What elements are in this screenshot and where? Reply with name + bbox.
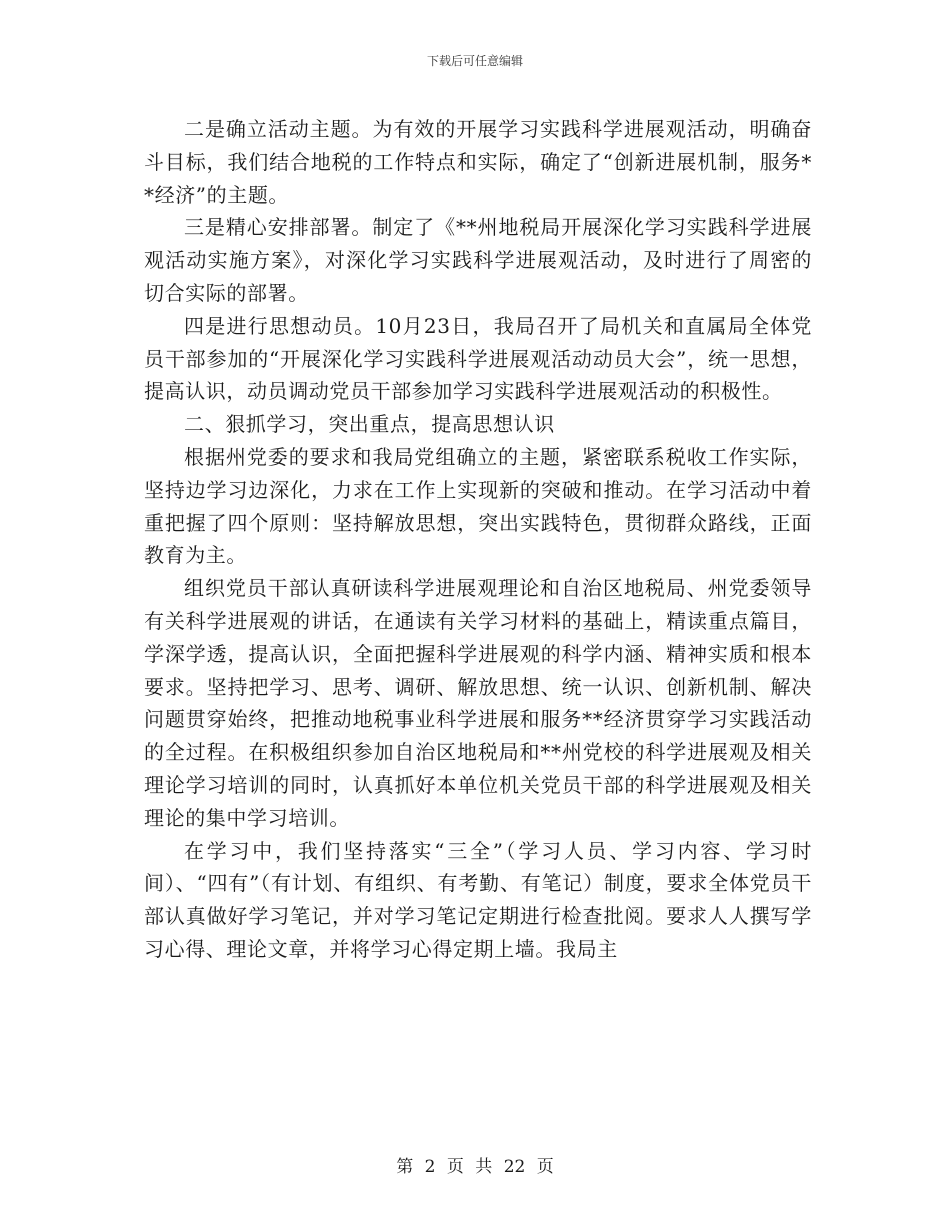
paragraph-study-organization: 组织党员干部认真研读科学进展观理论和自治区地税局、州党委领导有关科学进展观的讲话，在通读有关学习材料的基础上，精读重点篇目，学深学透，提高认识，全面把握科学进展观的科学内涵、精神实质和根本要求。坚持把学习、思考、调研、解放思想、统一认识、创新机制、解决问题贯穿始终，把推动地税事业科学进展和服务**经济贯穿学习实践活动的全过程。在积极组织参加自治区地税局和**州党校的科学进展观及相关理论学习培训的同时，认真抓好本单位机关党员干部的科学进展观及相关理论的集中学习培训。 [144,576,812,830]
paragraph-mobilization: 四是进行思想动员。10月23日，我局召开了局机关和直属局全体党员干部参加的“开展深化学习实践科学进展观活动动员大会”，统一思想，提高认识，动员调动党员干部参加学习实践科学进展观活动的积极性。 [144,313,812,404]
page-header: 下载后可任意编辑 [426,54,523,68]
paragraph-principles: 根据州党委的要求和我局党组确立的主题，紧密联系税收工作实际，坚持边学习边深化，力求在工作上实现新的突破和推动。在学习活动中着重把握了四个原则：坚持解放思想，突出实践特色，贯彻群众路线，正面教育为主。 [144,444,812,568]
page-number-footer: 第 2 页 共 22 页 [396,1157,554,1177]
paragraph-theme: 二是确立活动主题。为有效的开展学习实践科学进展观活动，明确奋斗目标，我们结合地税的工作特点和实际，确定了“创新进展机制，服务**经济”的主题。 [144,117,812,207]
section-heading: 二、狠抓学习，突出重点，提高思想认识 [184,412,555,437]
paragraph-deployment: 三是精心安排部署。制定了《**州地税局开展深化学习实践科学进展观活动实施方案》，对深化学习实践科学进展观活动，及时进行了周密的切合实际的部署。 [144,215,812,305]
document-body [144,113,812,966]
paragraph-study-system: 在学习中，我们坚持落实“三全”（学习人员、学习内容、学习时间）、“四有”（有计划、有组织、有考勤、有笔记）制度，要求全体党员干部认真做好学习笔记，并对学习笔记定期进行检查批阅。要求人人撰写学习心得、理论文章，并将学习心得定期上墙。我局主 [144,838,812,961]
